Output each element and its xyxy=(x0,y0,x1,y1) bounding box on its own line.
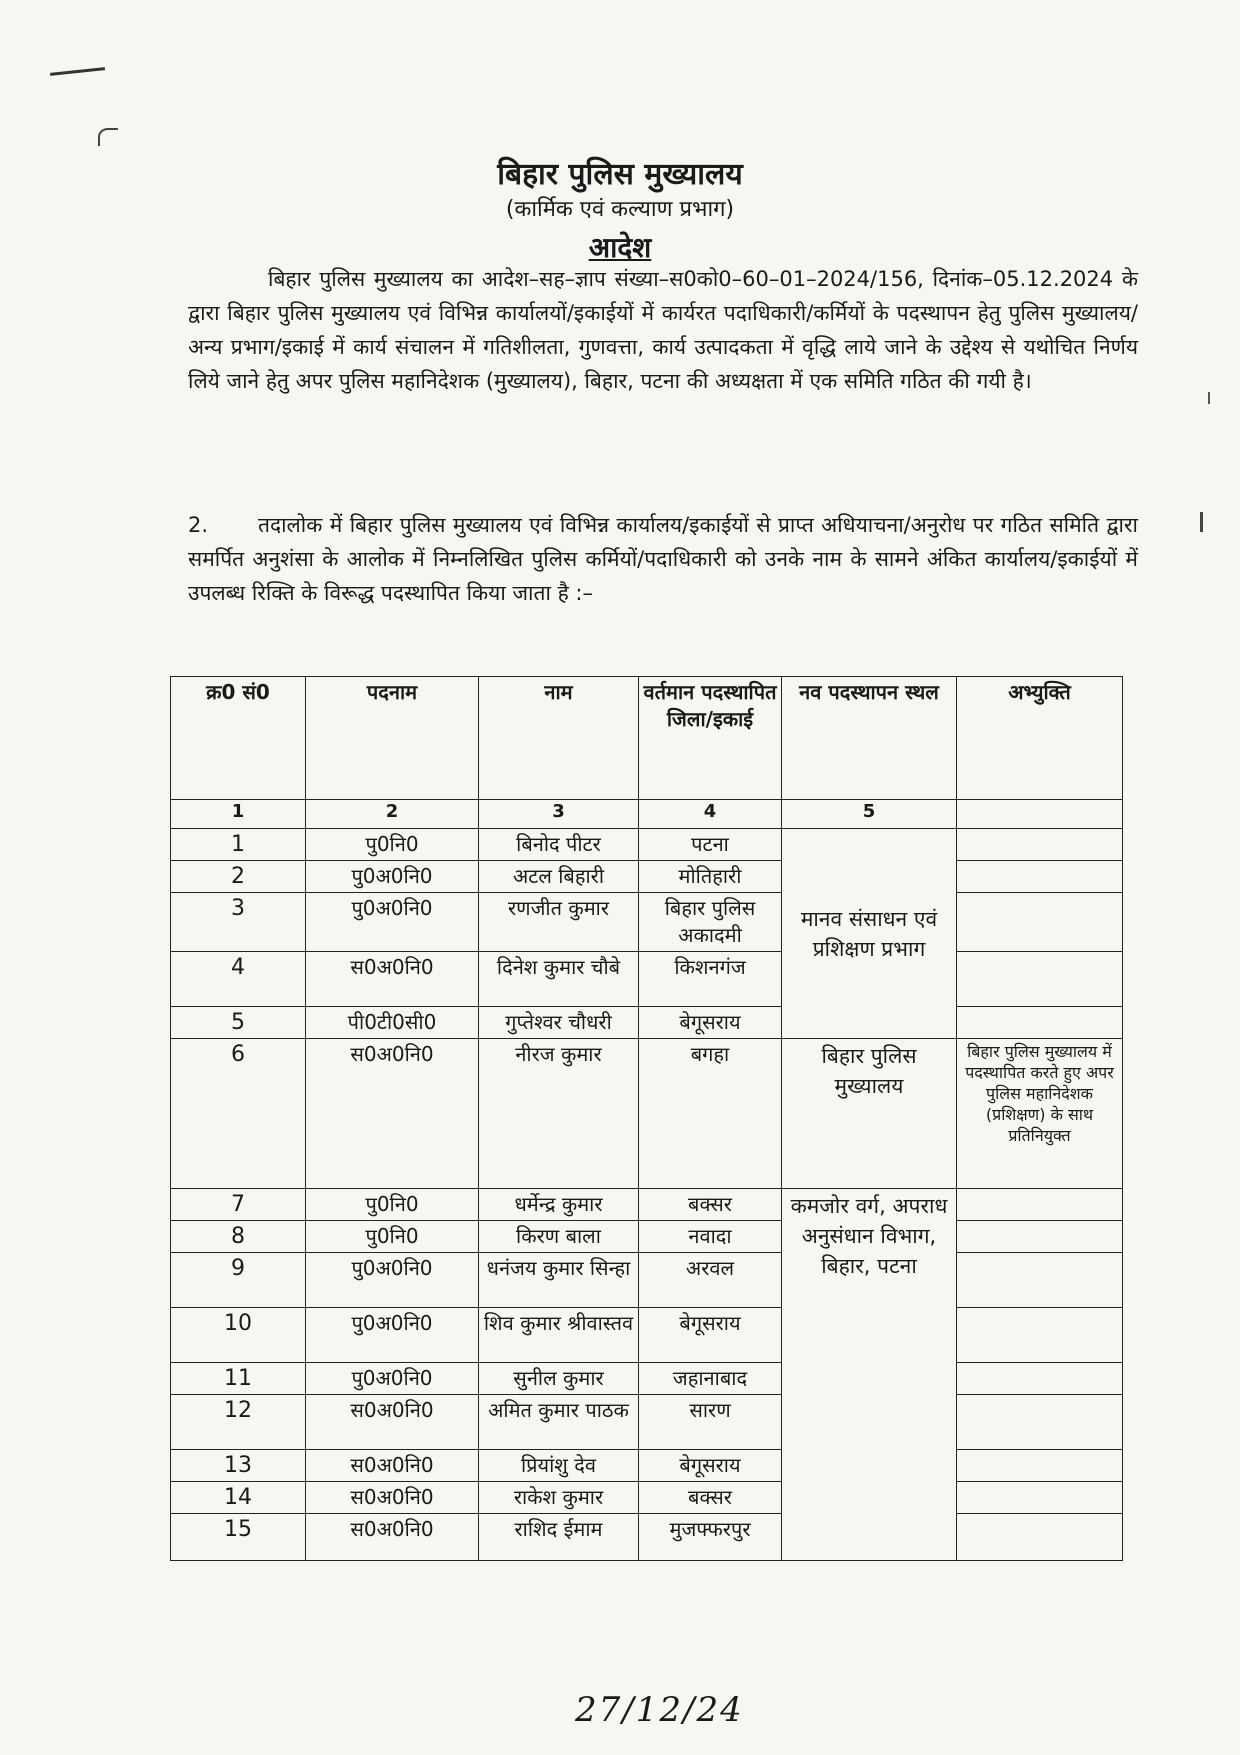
remarks-cell xyxy=(957,1253,1123,1308)
header-rank: पदनाम xyxy=(306,677,479,800)
serial-cell: 3 xyxy=(171,893,306,952)
serial-cell: 11 xyxy=(171,1363,306,1395)
rank-cell: पु0अ0नि0 xyxy=(306,893,479,952)
remarks-cell xyxy=(957,952,1123,1007)
table-header-row xyxy=(171,677,1123,800)
index-cell: 4 xyxy=(639,800,782,829)
current-posting-cell: बेगूसराय xyxy=(639,1007,782,1039)
serial-cell: 5 xyxy=(171,1007,306,1039)
table-row xyxy=(171,893,1123,952)
rank-cell: पु0अ0नि0 xyxy=(306,1308,479,1363)
name-cell: नीरज कुमार xyxy=(479,1039,639,1189)
remarks-cell xyxy=(957,1308,1123,1363)
current-posting-cell: किशनगंज xyxy=(639,952,782,1007)
current-posting-cell: बक्सर xyxy=(639,1482,782,1514)
serial-cell: 9 xyxy=(171,1253,306,1308)
current-posting-cell: बिहार पुलिस अकादमी xyxy=(639,893,782,952)
table-row xyxy=(171,1253,1123,1308)
new-posting-cell: बिहार पुलिस मुख्यालय xyxy=(782,1039,957,1189)
edge-mark xyxy=(1200,512,1203,532)
name-cell: प्रियांशु देव xyxy=(479,1450,639,1482)
current-posting-cell: बगहा xyxy=(639,1039,782,1189)
header-serial: क्र0 सं0 xyxy=(171,677,306,800)
index-cell: 5 xyxy=(782,800,957,829)
remarks-cell xyxy=(957,1482,1123,1514)
current-posting-cell: बेगूसराय xyxy=(639,1450,782,1482)
name-cell: दिनेश कुमार चौबे xyxy=(479,952,639,1007)
rank-cell: पु0नि0 xyxy=(306,1221,479,1253)
rank-cell: पु0नि0 xyxy=(306,829,479,861)
rank-cell: पु0अ0नि0 xyxy=(306,861,479,893)
name-cell: धनंजय कुमार सिन्हा xyxy=(479,1253,639,1308)
paragraph-2 xyxy=(188,508,1138,610)
table-row xyxy=(171,1514,1123,1561)
current-posting-cell: मुजफ्फरपुर xyxy=(639,1514,782,1561)
remarks-cell xyxy=(957,1395,1123,1450)
table-row xyxy=(171,1482,1123,1514)
office-title: बिहार पुलिस मुख्यालय xyxy=(497,157,743,192)
paragraph-number: 2. xyxy=(188,513,209,537)
serial-cell: 4 xyxy=(171,952,306,1007)
name-cell: किरण बाला xyxy=(479,1221,639,1253)
current-posting-cell: बक्सर xyxy=(639,1189,782,1221)
division-subtitle: (कार्मिक एवं कल्याण प्रभाग) xyxy=(505,197,735,222)
serial-cell: 14 xyxy=(171,1482,306,1514)
serial-cell: 13 xyxy=(171,1450,306,1482)
serial-cell: 7 xyxy=(171,1189,306,1221)
name-cell: गुप्तेश्वर चौधरी xyxy=(479,1007,639,1039)
index-cell xyxy=(957,800,1123,829)
rank-cell: स0अ0नि0 xyxy=(306,952,479,1007)
name-cell: अटल बिहारी xyxy=(479,861,639,893)
serial-cell: 1 xyxy=(171,829,306,861)
index-cell: 1 xyxy=(171,800,306,829)
table-row xyxy=(171,829,1123,861)
serial-cell: 10 xyxy=(171,1308,306,1363)
column-index-row xyxy=(171,800,1123,829)
remarks-cell xyxy=(957,1450,1123,1482)
remarks-cell xyxy=(957,1189,1123,1221)
name-cell: राकेश कुमार xyxy=(479,1482,639,1514)
paragraph-2-text: तदालोक में बिहार पुलिस मुख्यालय एवं विभिन्न कार्यालय/इकाईयों से प्राप्त अधियाचना/अनुरोध पर गठित समिति द्वारा समर्पित अनुशंसा के आलोक में निम्नलिखित पुलिस कर्मियों/पदाधिकारी को उनके नाम के सामने अंकित कार्यालय/इकाईयों में उपलब्ध रिक्ति के विरूद्ध पदस्थापित किया जाता है :– xyxy=(188,513,1138,605)
table-row xyxy=(171,1395,1123,1450)
name-cell: अमित कुमार पाठक xyxy=(479,1395,639,1450)
name-cell: धर्मेन्द्र कुमार xyxy=(479,1189,639,1221)
name-cell: राशिद ईमाम xyxy=(479,1514,639,1561)
serial-cell: 6 xyxy=(171,1039,306,1189)
table-body xyxy=(171,829,1123,1561)
signature-date: 27/12/24 xyxy=(575,1690,744,1730)
remarks-cell xyxy=(957,1363,1123,1395)
rank-cell: स0अ0नि0 xyxy=(306,1395,479,1450)
name-cell: शिव कुमार श्रीवास्तव xyxy=(479,1308,639,1363)
rank-cell: स0अ0नि0 xyxy=(306,1514,479,1561)
current-posting-cell: मोतिहारी xyxy=(639,861,782,893)
current-posting-cell: जहानाबाद xyxy=(639,1363,782,1395)
table-row xyxy=(171,1450,1123,1482)
rank-cell: पु0अ0नि0 xyxy=(306,1363,479,1395)
new-posting-cell: कमजोर वर्ग, अपराध अनुसंधान विभाग, बिहार, पटना xyxy=(782,1189,957,1561)
remarks-cell xyxy=(957,1007,1123,1039)
serial-cell: 15 xyxy=(171,1514,306,1561)
rank-cell: स0अ0नि0 xyxy=(306,1482,479,1514)
rank-cell: स0अ0नि0 xyxy=(306,1450,479,1482)
remarks-cell xyxy=(957,1514,1123,1561)
table-row xyxy=(171,1363,1123,1395)
table-row xyxy=(171,1189,1123,1221)
remarks-cell xyxy=(957,861,1123,893)
current-posting-cell: अरवल xyxy=(639,1253,782,1308)
table-row xyxy=(171,1308,1123,1363)
current-posting-cell: नवादा xyxy=(639,1221,782,1253)
posting-table xyxy=(170,676,1123,1561)
name-cell: बिनोद पीटर xyxy=(479,829,639,861)
remarks-cell xyxy=(957,829,1123,861)
paragraph-1: बिहार पुलिस मुख्यालय का आदेश–सह–ज्ञाप संख्या–स0को0–60–01–2024/156, दिनांक–05.12.2024 के द्वारा बिहार पुलिस मुख्यालय एवं विभिन्न कार्यालयों/इकाईयों में कार्यरत पदाधिकारी/कर्मियों के पदस्थापन हेतु पुलिस मुख्यालय/अन्य प्रभाग/इकाई में कार्य संचालन में गतिशीलता, गुणवत्ता, कार्य उत्पादकता में वृद्धि लाये जाने के उद्देश्य से यथोचित निर्णय लिये जाने हेतु अपर पुलिस महानिदेशक (मुख्यालय), बिहार, पटना की अध्यक्षता में एक समिति गठित की गयी है। xyxy=(188,267,1138,393)
pen-mark xyxy=(50,67,105,76)
header-current-posting: वर्तमान पदस्थापित जिला/इकाई xyxy=(639,677,782,800)
new-posting-cell: मानव संसाधन एवं प्रशिक्षण प्रभाग xyxy=(782,829,957,1039)
serial-cell: 12 xyxy=(171,1395,306,1450)
name-cell: सुनील कुमार xyxy=(479,1363,639,1395)
header-remarks: अभ्युक्ति xyxy=(957,677,1123,800)
name-cell: रणजीत कुमार xyxy=(479,893,639,952)
order-heading: आदेश xyxy=(588,231,652,264)
header-name: नाम xyxy=(479,677,639,800)
remarks-cell xyxy=(957,1221,1123,1253)
rank-cell: स0अ0नि0 xyxy=(306,1039,479,1189)
index-cell: 2 xyxy=(306,800,479,829)
table-row xyxy=(171,1007,1123,1039)
current-posting-cell: बेगूसराय xyxy=(639,1308,782,1363)
rank-cell: पी0टी0सी0 xyxy=(306,1007,479,1039)
serial-cell: 2 xyxy=(171,861,306,893)
posting-table-container xyxy=(170,676,1122,1658)
table-row xyxy=(171,952,1123,1007)
current-posting-cell: पटना xyxy=(639,829,782,861)
index-cell: 3 xyxy=(479,800,639,829)
table-row xyxy=(171,861,1123,893)
pen-mark-curve xyxy=(98,128,118,146)
remarks-cell xyxy=(957,893,1123,952)
rank-cell: पु0अ0नि0 xyxy=(306,1253,479,1308)
serial-cell: 8 xyxy=(171,1221,306,1253)
header-new-posting: नव पदस्थापन स्थल xyxy=(782,677,957,800)
edge-mark xyxy=(1208,392,1210,404)
table-row xyxy=(171,1039,1123,1189)
table-row xyxy=(171,1221,1123,1253)
rank-cell: पु0नि0 xyxy=(306,1189,479,1221)
remarks-cell: बिहार पुलिस मुख्यालय में पदस्थापित करते हुए अपर पुलिस महानिदेशक (प्रशिक्षण) के साथ प्रतिनियुक्त xyxy=(957,1039,1123,1189)
current-posting-cell: सारण xyxy=(639,1395,782,1450)
